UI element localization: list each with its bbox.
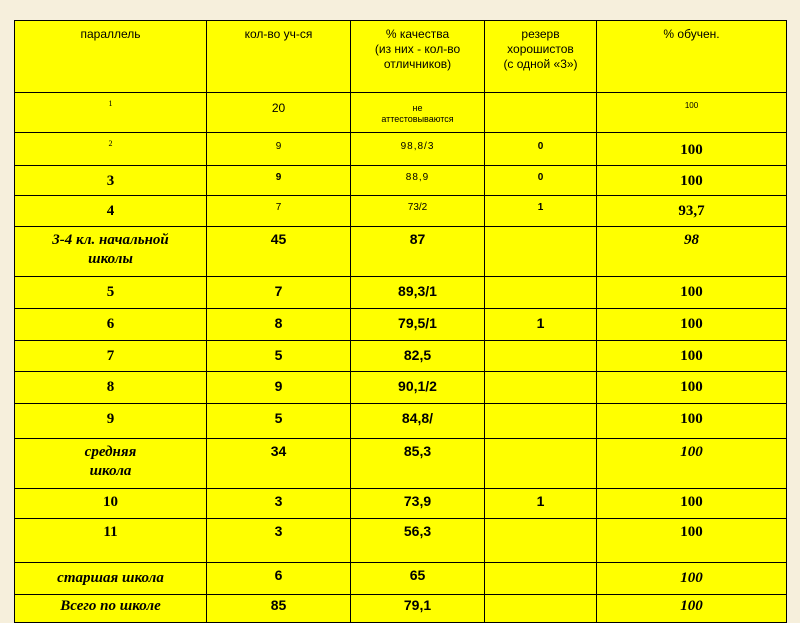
cell-reserve (485, 563, 597, 595)
table-row (15, 196, 787, 227)
cell-parallel: 11 (15, 519, 207, 563)
cell-parallel: 3-4 кл. начальной школы (15, 227, 207, 277)
table-row (15, 439, 787, 489)
cell-learning-percent: 100 (597, 372, 787, 404)
cell-student-count: 9 (207, 166, 351, 196)
table-row (15, 133, 787, 166)
table-row (15, 341, 787, 372)
cell-learning-percent: 100 (597, 309, 787, 341)
table-row (15, 404, 787, 439)
header-student-count: кол-во уч-ся (207, 21, 351, 93)
cell-learning-percent: 100 (597, 489, 787, 519)
cell-parallel: 3 (15, 166, 207, 196)
table-row (15, 166, 787, 196)
results-table (14, 20, 787, 623)
table-row (15, 563, 787, 595)
cell-parallel: 7 (15, 341, 207, 372)
cell-quality-percent: 84,8/ (351, 404, 485, 439)
cell-parallel: 4 (15, 196, 207, 227)
header-row (15, 21, 787, 93)
cell-reserve (485, 595, 597, 623)
cell-quality-percent: 79,1 (351, 595, 485, 623)
cell-parallel: 10 (15, 489, 207, 519)
cell-reserve (485, 227, 597, 277)
cell-reserve (485, 93, 597, 133)
cell-student-count: 6 (207, 563, 351, 595)
cell-student-count: 5 (207, 341, 351, 372)
cell-student-count: 7 (207, 277, 351, 309)
table-row (15, 93, 787, 133)
cell-reserve: 1 (485, 489, 597, 519)
header-reserve: резерв хорошистов (с одной «3») (485, 21, 597, 93)
cell-learning-percent: 100 (597, 595, 787, 623)
cell-student-count: 85 (207, 595, 351, 623)
cell-learning-percent: 93,7 (597, 196, 787, 227)
cell-student-count: 9 (207, 133, 351, 166)
cell-learning-percent: 100 (597, 277, 787, 309)
cell-student-count: 8 (207, 309, 351, 341)
cell-quality-percent: 88,9 (351, 166, 485, 196)
cell-student-count: 45 (207, 227, 351, 277)
cell-learning-percent: 98 (597, 227, 787, 277)
cell-learning-percent: 100 (597, 404, 787, 439)
cell-quality-percent: 65 (351, 563, 485, 595)
cell-student-count: 20 (207, 93, 351, 133)
cell-parallel: 2 (15, 133, 207, 166)
cell-parallel: 6 (15, 309, 207, 341)
table-row (15, 309, 787, 341)
cell-learning-percent: 100 (597, 93, 787, 133)
cell-learning-percent: 100 (597, 439, 787, 489)
cell-student-count: 3 (207, 489, 351, 519)
cell-reserve: 0 (485, 133, 597, 166)
cell-learning-percent: 100 (597, 563, 787, 595)
cell-student-count: 5 (207, 404, 351, 439)
cell-parallel: 9 (15, 404, 207, 439)
cell-quality-percent: 73,9 (351, 489, 485, 519)
header-learning-percent: % обучен. (597, 21, 787, 93)
table-row (15, 372, 787, 404)
header-parallel: параллель (15, 21, 207, 93)
cell-learning-percent: 100 (597, 166, 787, 196)
cell-parallel: старшая школа (15, 563, 207, 595)
cell-student-count: 3 (207, 519, 351, 563)
cell-reserve (485, 372, 597, 404)
cell-learning-percent: 100 (597, 341, 787, 372)
cell-quality-percent: 85,3 (351, 439, 485, 489)
table-row (15, 277, 787, 309)
cell-parallel: 5 (15, 277, 207, 309)
cell-quality-percent: 73/2 (351, 196, 485, 227)
cell-reserve (485, 404, 597, 439)
cell-student-count: 34 (207, 439, 351, 489)
cell-reserve (485, 341, 597, 372)
table-row (15, 489, 787, 519)
header-quality-percent: % качества (из них - кол-во отличников) (351, 21, 485, 93)
cell-reserve (485, 439, 597, 489)
cell-parallel: 8 (15, 372, 207, 404)
cell-reserve (485, 277, 597, 309)
cell-learning-percent: 100 (597, 519, 787, 563)
cell-parallel: средняя школа (15, 439, 207, 489)
cell-quality-percent: 56,3 (351, 519, 485, 563)
table-row-total (15, 595, 787, 623)
cell-reserve (485, 519, 597, 563)
cell-quality-percent: не аттестовываются (351, 93, 485, 133)
cell-quality-percent: 82,5 (351, 341, 485, 372)
cell-parallel: 1 (15, 93, 207, 133)
cell-reserve: 1 (485, 196, 597, 227)
cell-quality-percent: 89,3/1 (351, 277, 485, 309)
cell-quality-percent: 90,1/2 (351, 372, 485, 404)
table-row (15, 227, 787, 277)
cell-parallel: Всего по школе (15, 595, 207, 623)
cell-reserve: 1 (485, 309, 597, 341)
cell-reserve: 0 (485, 166, 597, 196)
cell-quality-percent: 87 (351, 227, 485, 277)
cell-student-count: 9 (207, 372, 351, 404)
cell-learning-percent: 100 (597, 133, 787, 166)
cell-quality-percent: 79,5/1 (351, 309, 485, 341)
cell-quality-percent: 98,8/3 (351, 133, 485, 166)
cell-student-count: 7 (207, 196, 351, 227)
table-row (15, 519, 787, 563)
